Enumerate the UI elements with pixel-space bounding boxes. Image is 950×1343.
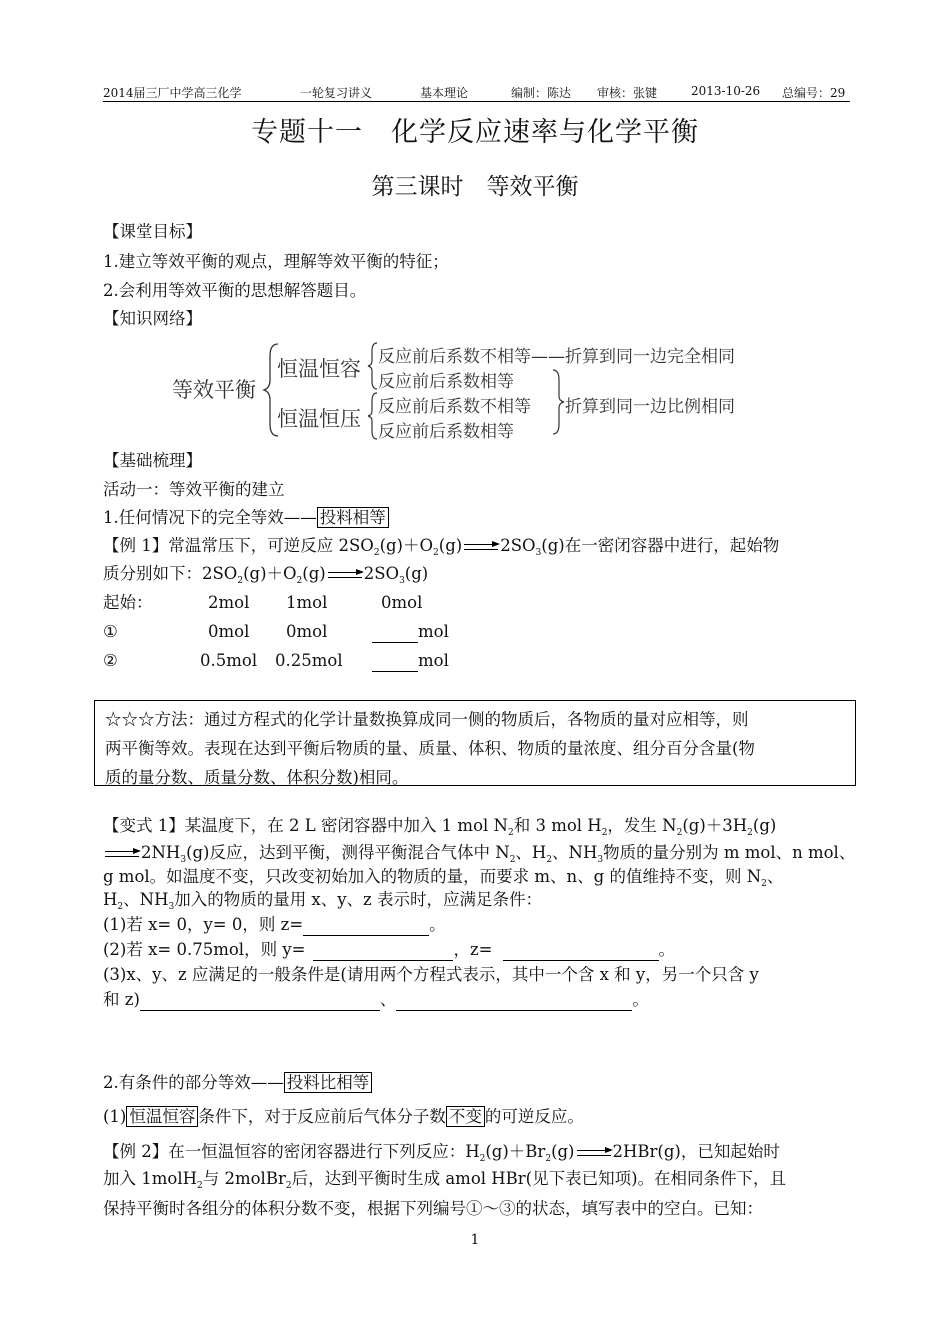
ex1-t3: (g) — [438, 536, 463, 555]
sub: 2 — [747, 828, 753, 838]
row-2-a: 0.5mol — [200, 651, 258, 670]
goals-heading: 【课堂目标】 — [103, 222, 202, 241]
method-line-2: 两平衡等效。表现在达到平衡后物质的量、质量、体积、物质的量浓度、组分百分含量(物 — [105, 739, 755, 758]
c1-box-1: 恒温恒容 — [126, 1106, 198, 1127]
row-2-label: ② — [103, 651, 118, 670]
example-2-line-2 — [103, 1168, 786, 1197]
row-start-b: 1mol — [286, 593, 328, 612]
page-header — [103, 84, 850, 102]
answer-blank[interactable] — [372, 653, 418, 672]
e2: 加入 1molH — [103, 1169, 197, 1188]
header-type: 一轮复习讲义 — [300, 86, 373, 100]
row-1-a: 0mol — [208, 622, 250, 641]
header-editor: 编制：陈达 — [511, 86, 572, 100]
b1-item-2: 反应前后系数相等 — [378, 372, 514, 392]
row-label: 起始： — [103, 593, 153, 612]
variant-1-q2 — [103, 939, 675, 961]
q2-text-b: ，z= — [453, 940, 493, 959]
sub: 2 — [509, 855, 516, 865]
e2: (g)＋Br — [485, 1142, 546, 1161]
merge-brace — [551, 368, 565, 436]
q1-end: 。 — [429, 915, 446, 934]
example-1-label: 【例 1】 — [103, 536, 169, 555]
goal-item-2: 2.会利用等效平衡的思想解答题目。 — [103, 281, 367, 300]
ex1-l2d: 2SO — [363, 564, 400, 583]
v1-comma: 、 — [766, 867, 784, 886]
v1: 加入的物质的量用 x、y、z 表示时，应满足条件： — [174, 890, 542, 909]
q3-text: 和 z) — [103, 990, 140, 1009]
b2-item-2: 反应前后系数相等 — [378, 422, 514, 442]
network-root: 等效平衡 — [172, 378, 256, 402]
network-branch-2: 恒温恒压 — [277, 407, 361, 431]
answer-blank[interactable] — [313, 942, 453, 961]
v1: 2NH — [141, 843, 181, 862]
basics-heading: 【基础梳理】 — [103, 451, 202, 470]
section-2-boxed: 投料比相等 — [284, 1072, 373, 1093]
header-date: 2013-10-26 — [691, 84, 761, 98]
row-1-b: 0mol — [286, 622, 328, 641]
v1: 物质的量分别为 m mol、n mol、 — [603, 843, 856, 862]
row-2-b: 0.25mol — [275, 651, 343, 670]
v1: (g)反应，达到平衡，测得平衡混合气体中 N — [186, 843, 510, 862]
v1: 某温度下，在 2 L 密闭容器中加入 1 mol N — [184, 816, 508, 835]
q2-end: 。 — [658, 940, 676, 959]
b1-item-1 — [378, 342, 735, 367]
merged-result: 折算到同一边比例相同 — [565, 397, 735, 417]
v1: (g) — [752, 816, 777, 835]
row-start-a: 2mol — [208, 593, 250, 612]
row-1-c — [372, 621, 449, 643]
equilibrium-arrow-icon — [575, 1148, 613, 1158]
method-line-3: 质的量分数、质量分数、体积分数)相同。 — [105, 768, 409, 787]
e2: 与 2molBr — [202, 1169, 286, 1188]
equilibrium-arrow-icon — [326, 570, 364, 580]
v1: 、H — [515, 843, 547, 862]
v1: 、NH — [123, 890, 169, 909]
v1: ，发生 N — [607, 816, 677, 835]
row-1-label: ① — [103, 622, 118, 641]
sub: 3 — [535, 548, 542, 558]
network-heading: 【知识网络】 — [103, 309, 202, 328]
sub: 2 — [117, 902, 124, 912]
page-subtitle: 第三课时 等效平衡 — [371, 174, 579, 200]
e2: 2HBr(g)，已知起始时 — [612, 1142, 780, 1161]
q2-text: (2)若 x= 0.75mol，则 y= — [103, 940, 306, 959]
sub: 2 — [545, 1154, 552, 1164]
v1: 、NH — [552, 843, 598, 862]
ex1-row-start — [103, 592, 153, 614]
section-1-title — [103, 507, 389, 529]
section-1-boxed: 投料相等 — [317, 507, 389, 528]
header-reviewer: 审核：张键 — [597, 86, 658, 100]
sub: 3 — [168, 902, 175, 912]
equilibrium-arrow-icon — [462, 542, 500, 552]
sub: 2 — [433, 548, 439, 558]
example-1-line-1 — [103, 535, 779, 564]
v1: g mol。如温度不变，只改变初始加入的物质的量，而要求 m、n、g 的值维持不变，则 N — [103, 867, 762, 886]
header-number: 总编号：29 — [782, 86, 846, 100]
q3-sep: 、 — [379, 990, 397, 1009]
unit: mol — [418, 651, 449, 670]
sub: 3 — [597, 855, 604, 865]
answer-blank[interactable] — [396, 992, 632, 1011]
e2: 后，达到平衡时生成 amol HBr(见下表已知项)。在相同条件下，且 — [291, 1169, 787, 1188]
row-2-c — [372, 650, 449, 672]
example-1-line-2 — [103, 563, 428, 592]
activity-one: 活动一：等效平衡的建立 — [103, 480, 285, 499]
ex1-t2: (g)＋O — [379, 536, 434, 555]
q1-text: (1)若 x= 0，y= 0，则 z= — [103, 915, 304, 934]
method-line-1: ☆☆☆方法：通过方程式的化学计量数换算成同一侧的物质后，各物质的量对应相等，则 — [105, 710, 749, 729]
variant-1-q1 — [103, 914, 446, 936]
sub: 2 — [676, 828, 683, 838]
page-title: 专题十一 化学反应速率与化学平衡 — [251, 117, 699, 148]
sub: 2 — [507, 828, 514, 838]
e2: (g) — [551, 1142, 575, 1161]
sub: 2 — [197, 1181, 203, 1191]
example-2-line-3: 保持平衡时各组分的体积分数不变，根据下列编号①～③的状态，填写表中的空白。已知： — [103, 1199, 763, 1218]
knowledge-network — [0, 336, 950, 444]
c1-open: (1) — [103, 1107, 127, 1126]
ex1-l2b: (g)＋O — [243, 564, 297, 583]
page-number: 1 — [470, 1232, 480, 1248]
unit: mol — [418, 622, 449, 641]
c1-box-2: 不变 — [446, 1106, 485, 1127]
method-box — [94, 700, 856, 786]
sub: 2 — [373, 548, 380, 558]
b1-item-1-result: ——折算到同一边完全相同 — [531, 347, 735, 367]
sub: 2 — [761, 879, 767, 889]
section-2-condition-1 — [103, 1106, 584, 1128]
v1: H — [103, 890, 118, 909]
v1: 和 3 mol H — [513, 816, 602, 835]
variant-1-line-1 — [103, 815, 776, 844]
v1: (g)＋3H — [682, 816, 748, 835]
sub: 3 — [399, 576, 405, 586]
answer-blank[interactable] — [303, 917, 429, 936]
ex1-l2c: (g) — [302, 564, 326, 583]
example-2-label: 【例 2】 — [103, 1142, 169, 1161]
c1-end: 的可逆反应。 — [484, 1107, 584, 1126]
ex1-l2a: 质分别如下：2SO — [103, 564, 238, 583]
goal-item-1: 1.建立等效平衡的观点，理解等效平衡的特征； — [103, 252, 449, 271]
row-start-c: 0mol — [381, 593, 423, 612]
variant-1-label: 【变式 1】 — [103, 816, 185, 835]
variant-1-q3-line-1: (3)x、y、z 应满足的一般条件是(请用两个方程式表示，其中一个含 x 和 y，另一个只含 y — [103, 965, 759, 984]
section-2-title — [103, 1072, 372, 1094]
answer-blank[interactable] — [503, 942, 659, 961]
ex1-t4: 2SO — [500, 536, 536, 555]
sub: 2 — [601, 828, 608, 838]
answer-blank[interactable] — [372, 624, 418, 643]
header-school: 2014届三厂中学高三化学 — [103, 86, 242, 100]
e2: 在一恒温恒容的密闭容器进行下列反应：H — [168, 1142, 480, 1161]
c1-mid: 条件下，对于反应前后气体分子数 — [198, 1107, 446, 1126]
sub: 2 — [237, 576, 244, 586]
equilibrium-arrow-icon — [103, 849, 141, 859]
ex1-l2e: (g) — [404, 564, 429, 583]
q3-end: 。 — [632, 990, 649, 1009]
sub: 2 — [285, 1181, 292, 1191]
ex1-t5: (g)在一密闭容器中进行，起始物 — [541, 536, 780, 555]
network-branch-1: 恒温恒容 — [277, 357, 361, 381]
sub: 2 — [479, 1154, 486, 1164]
sub: 3 — [180, 855, 187, 865]
sub: 2 — [296, 576, 303, 586]
example-2-line-1 — [103, 1141, 780, 1170]
b2-item-1: 反应前后系数不相等 — [378, 397, 531, 417]
sub: 2 — [546, 855, 553, 865]
ex1-t1: 常温常压下，可逆反应 2SO — [168, 536, 374, 555]
section-1-prefix: 1.任何情况下的完全等效—— — [103, 508, 317, 527]
section-2-prefix: 2.有条件的部分等效—— — [103, 1073, 284, 1092]
variant-1-q3-line-2 — [103, 989, 649, 1011]
header-category: 基本理论 — [420, 86, 469, 100]
b1-item-1-text: 反应前后系数不相等 — [378, 347, 531, 367]
answer-blank[interactable] — [140, 992, 380, 1011]
